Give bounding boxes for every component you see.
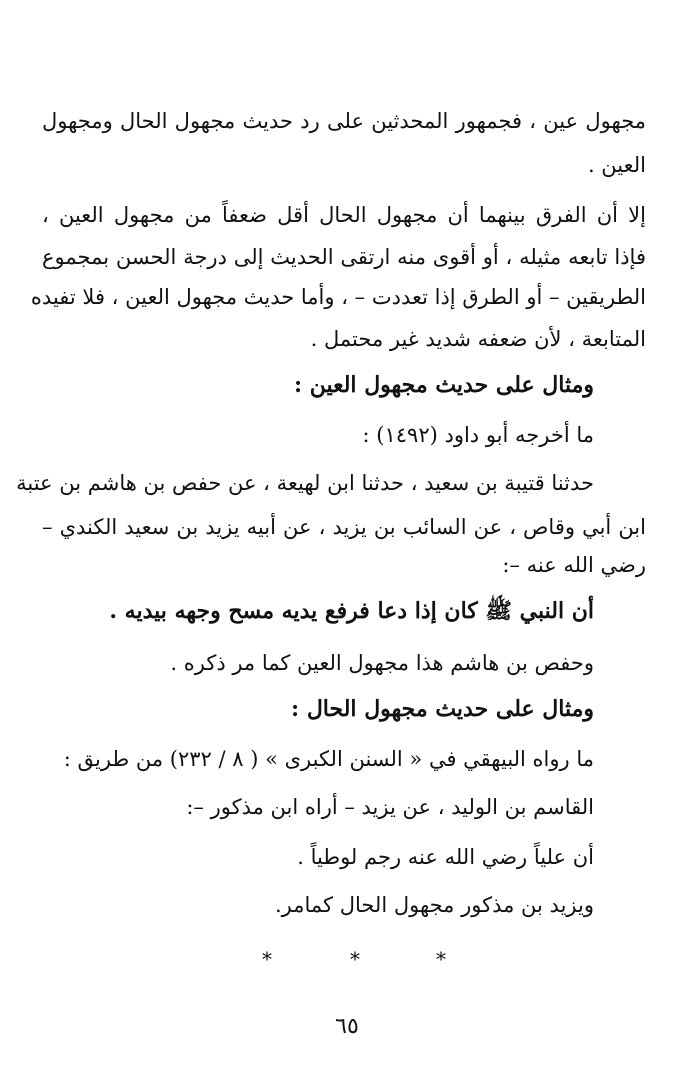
- text-line-9: حدثنا قتيبة بن سعيد ، حدثنا ابن لهيعة ، عن حفص بن هاشم بن عتبة: [16, 471, 594, 495]
- text-line-8: ما أخرجه أبو داود (١٤٩٢) :: [362, 423, 594, 447]
- text-line-13: وحفص بن هاشم هذا مجهول العين كما مر ذكره .: [170, 651, 594, 675]
- text-line-15: ما رواه البيهقي في « السنن الكبرى » ( ٨ / ٢٣٢) من طريق :: [63, 747, 594, 771]
- page-number: ٦٥: [335, 1014, 359, 1039]
- section-heading-unknown-status: ومثال على حديث مجهول الحال :: [291, 696, 594, 722]
- text-line-2: العين .: [587, 153, 646, 177]
- hadith-text-2: أن علياً رضي الله عنه رجم لوطياً .: [297, 845, 594, 869]
- text-line-3: إلا أن الفرق بينهما أن مجهول الحال أقل ضعفاً من مجهول العين ،: [42, 203, 646, 227]
- text-line-16: القاسم بن الوليد ، عن يزيد – أراه ابن مذكور –:: [186, 795, 594, 819]
- text-line-10: ابن أبي وقاص ، عن السائب بن يزيد ، عن أبيه يزيد بن سعيد الكندي –: [42, 515, 646, 539]
- separator-star: *: [436, 947, 446, 971]
- hadith-text-1: أن النبي ﷺ كان إذا دعا فرفع يديه مسح وجهه بيديه .: [109, 598, 594, 624]
- section-heading-unknown-person: ومثال على حديث مجهول العين :: [293, 372, 594, 398]
- text-line-1: مجهول عين ، فجمهور المحدثين على رد حديث مجهول الحال ومجهول: [42, 109, 646, 133]
- text-line-6: المتابعة ، لأن ضعفه شديد غير محتمل .: [310, 327, 646, 351]
- text-line-11: رضي الله عنه –:: [502, 553, 646, 577]
- separator-star: *: [262, 947, 272, 971]
- separator-star: *: [350, 947, 360, 971]
- text-line-5: الطريقين – أو الطرق إذا تعددت – ، وأما حديث مجهول العين ، فلا تفيده: [30, 285, 646, 309]
- text-line-18: ويزيد بن مذكور مجهول الحال كمامر.: [275, 893, 594, 917]
- text-line-4: فإذا تابعه مثيله ، أو أقوى منه ارتقى الحديث إلى درجة الحسن بمجموع: [42, 245, 646, 269]
